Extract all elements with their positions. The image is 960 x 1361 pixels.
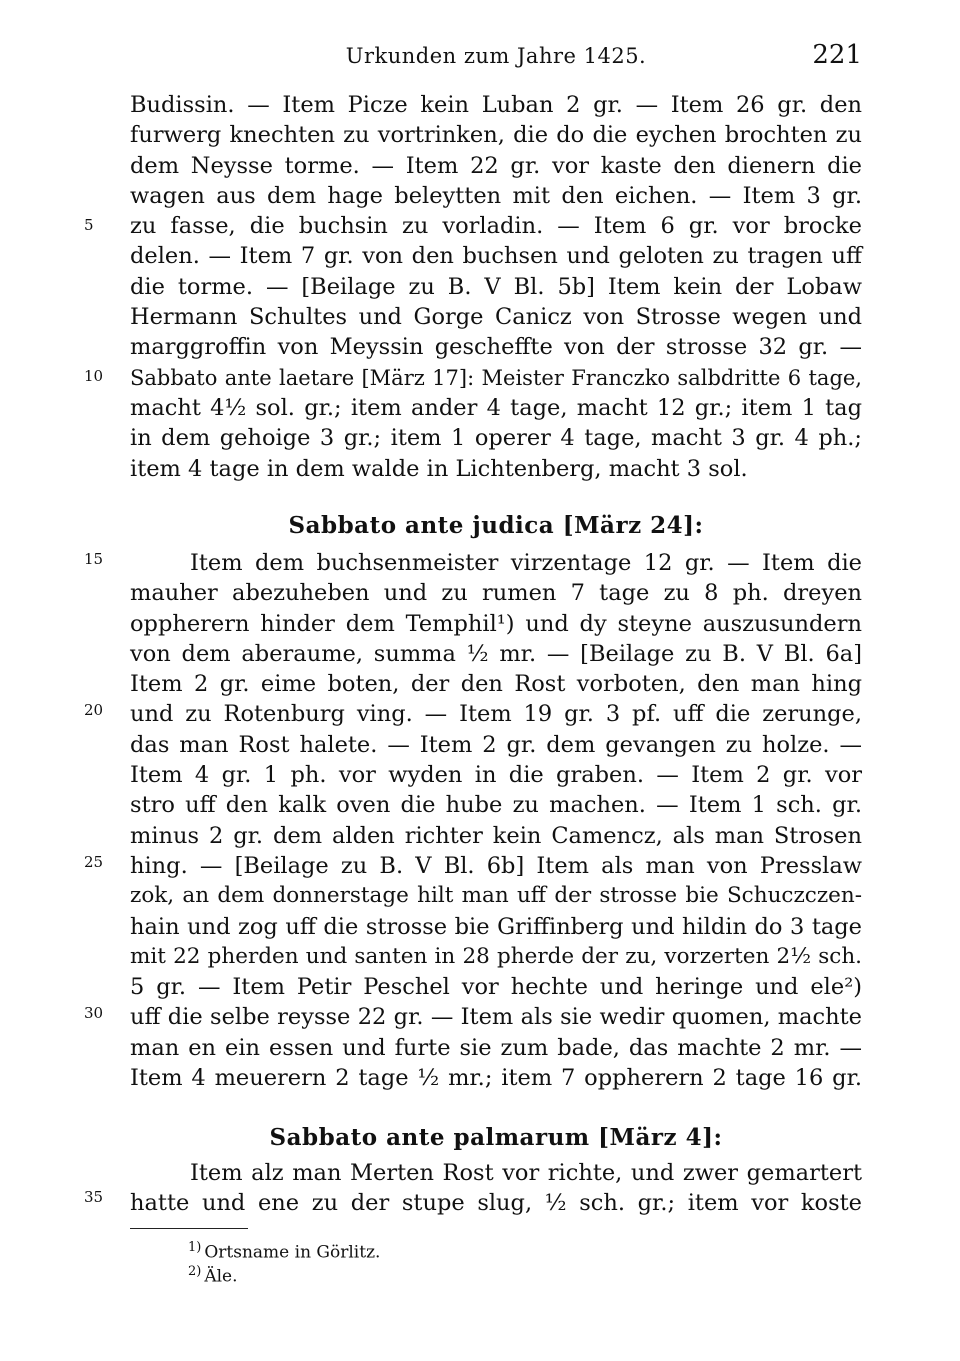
footnote	[188, 1264, 238, 1287]
text-line: mit 22 pherden und santen in 28 pherde der zu, vorzerten 2½ sch.	[130, 943, 862, 969]
text-line: stro uff den kalk oven die hube zu machen. — Item 1 sch. gr.	[130, 792, 862, 819]
text-line: item 4 tage in dem walde in Lichtenberg, macht 3 sol.	[130, 455, 748, 482]
text-line: hatte und ene zu der stupe slug, ½ sch. gr.; item vor koste	[130, 1190, 862, 1217]
text-line: zu fasse, die buchsin zu vorladin. — Item 6 gr. vor brocke	[130, 213, 862, 240]
text-line: das man Rost halete. — Item 2 gr. dem gevangen zu holze. —	[130, 731, 862, 758]
running-title: Urkunden zum Jahre 1425.	[345, 44, 647, 68]
paragraph-1	[130, 90, 862, 484]
text-line: von dem aberaume, summa ½ mr. — [Beilage zu B. V Bl. 6a]	[130, 640, 862, 667]
line-number: 10	[84, 367, 104, 385]
page-number: 221	[812, 40, 862, 70]
paragraph-2	[130, 548, 862, 1093]
text-line: die torme. — [Beilage zu B. V Bl. 5b] Item kein der Lobaw	[130, 273, 862, 300]
section-heading-judica: Sabbato ante judica [März 24]:	[288, 512, 704, 539]
footnote	[188, 1240, 380, 1263]
text-line: minus 2 gr. dem alden richter kein Camencz, als man Strosen	[130, 822, 862, 849]
text-line: man en ein essen und furte sie zum bade, das machte 2 mr. —	[130, 1034, 862, 1061]
text-line: hing. — [Beilage zu B. V Bl. 6b] Item als man von Presslaw	[130, 852, 862, 879]
text-line: Item 4 gr. 1 ph. vor wyden in die graben. — Item 2 gr. vor	[130, 762, 862, 789]
footnote-rule	[130, 1228, 248, 1229]
running-header	[130, 40, 862, 80]
line-number: 25	[84, 853, 104, 871]
text-line: und zu Rotenburg ving. — Item 19 gr. 3 pf. uff die zerunge,	[130, 701, 862, 728]
footnote-text: Äle.	[204, 1266, 238, 1287]
text-line: 5 gr. — Item Petir Peschel vor hechte und heringe und ele²)	[130, 974, 862, 1001]
text-line: Budissin. — Item Picze kein Luban 2 gr. — Item 26 gr. den	[130, 92, 862, 118]
footnote-mark: 1)	[188, 1240, 202, 1255]
text-line: oppherern hinder dem Temphil¹) und dy steyne auszusundern	[130, 610, 862, 637]
text-line: macht 4½ sol. gr.; item ander 4 tage, macht 12 gr.; item 1 tag	[130, 394, 862, 421]
text-line: mauher abezuheben und zu rumen 7 tage zu 8 ph. dreyen	[130, 580, 862, 607]
text-line: furwerg knechten zu vortrinken, die do die eychen brochten zu	[130, 122, 862, 149]
footnote-text: Ortsname in Görlitz.	[204, 1242, 381, 1263]
text-line: Item 2 gr. eime boten, der den Rost vorboten, den man hing	[130, 671, 862, 698]
text-line: Sabbato ante laetare [März 17]: Meister Franczko salbdritte 6 tage,	[130, 365, 862, 390]
text-line: zok, an dem donnerstage hilt man uff der strosse bie Schuczczen-	[130, 883, 862, 909]
text-line: hain und zog uff die strosse bie Griffinberg und hildin do 3 tage	[130, 913, 862, 940]
line-number: 15	[84, 550, 104, 568]
line-number: 30	[84, 1004, 104, 1022]
text-line: uff die selbe reysse 22 gr. — Item als sie wedir quomen, machte	[130, 1004, 862, 1031]
text-line: Hermann Schultes und Gorge Canicz von Strosse wegen und	[130, 304, 862, 331]
text-line: marggroffin von Meyssin gescheffte von der strosse 32 gr. —	[130, 334, 862, 361]
text-line: Item dem buchsenmeister virzentage 12 gr. — Item die	[190, 550, 862, 576]
footnote-mark: 2)	[188, 1264, 202, 1279]
text-line: in dem gehoige 3 gr.; item 1 operer 4 tage, macht 3 gr. 4 ph.;	[130, 425, 862, 452]
text-line: delen. — Item 7 gr. von den buchsen und geloten zu tragen uff	[130, 243, 862, 270]
text-line: dem Neysse torme. — Item 22 gr. vor kaste den dienern die	[130, 152, 862, 179]
line-number: 35	[84, 1188, 104, 1206]
line-number: 5	[84, 216, 94, 234]
text-line: Item alz man Merten Rost vor richte, und zwer gemartert	[190, 1160, 862, 1186]
paragraph-3	[130, 1158, 862, 1219]
text-line: Item 4 meuerern 2 tage ½ mr.; item 7 oppherern 2 tage 16 gr.	[130, 1065, 862, 1092]
line-number: 20	[84, 701, 104, 719]
text-line: wagen aus dem hage beleytten mit den eichen. — Item 3 gr.	[130, 182, 862, 209]
section-heading-palmarum: Sabbato ante palmarum [März 4]:	[269, 1124, 723, 1151]
